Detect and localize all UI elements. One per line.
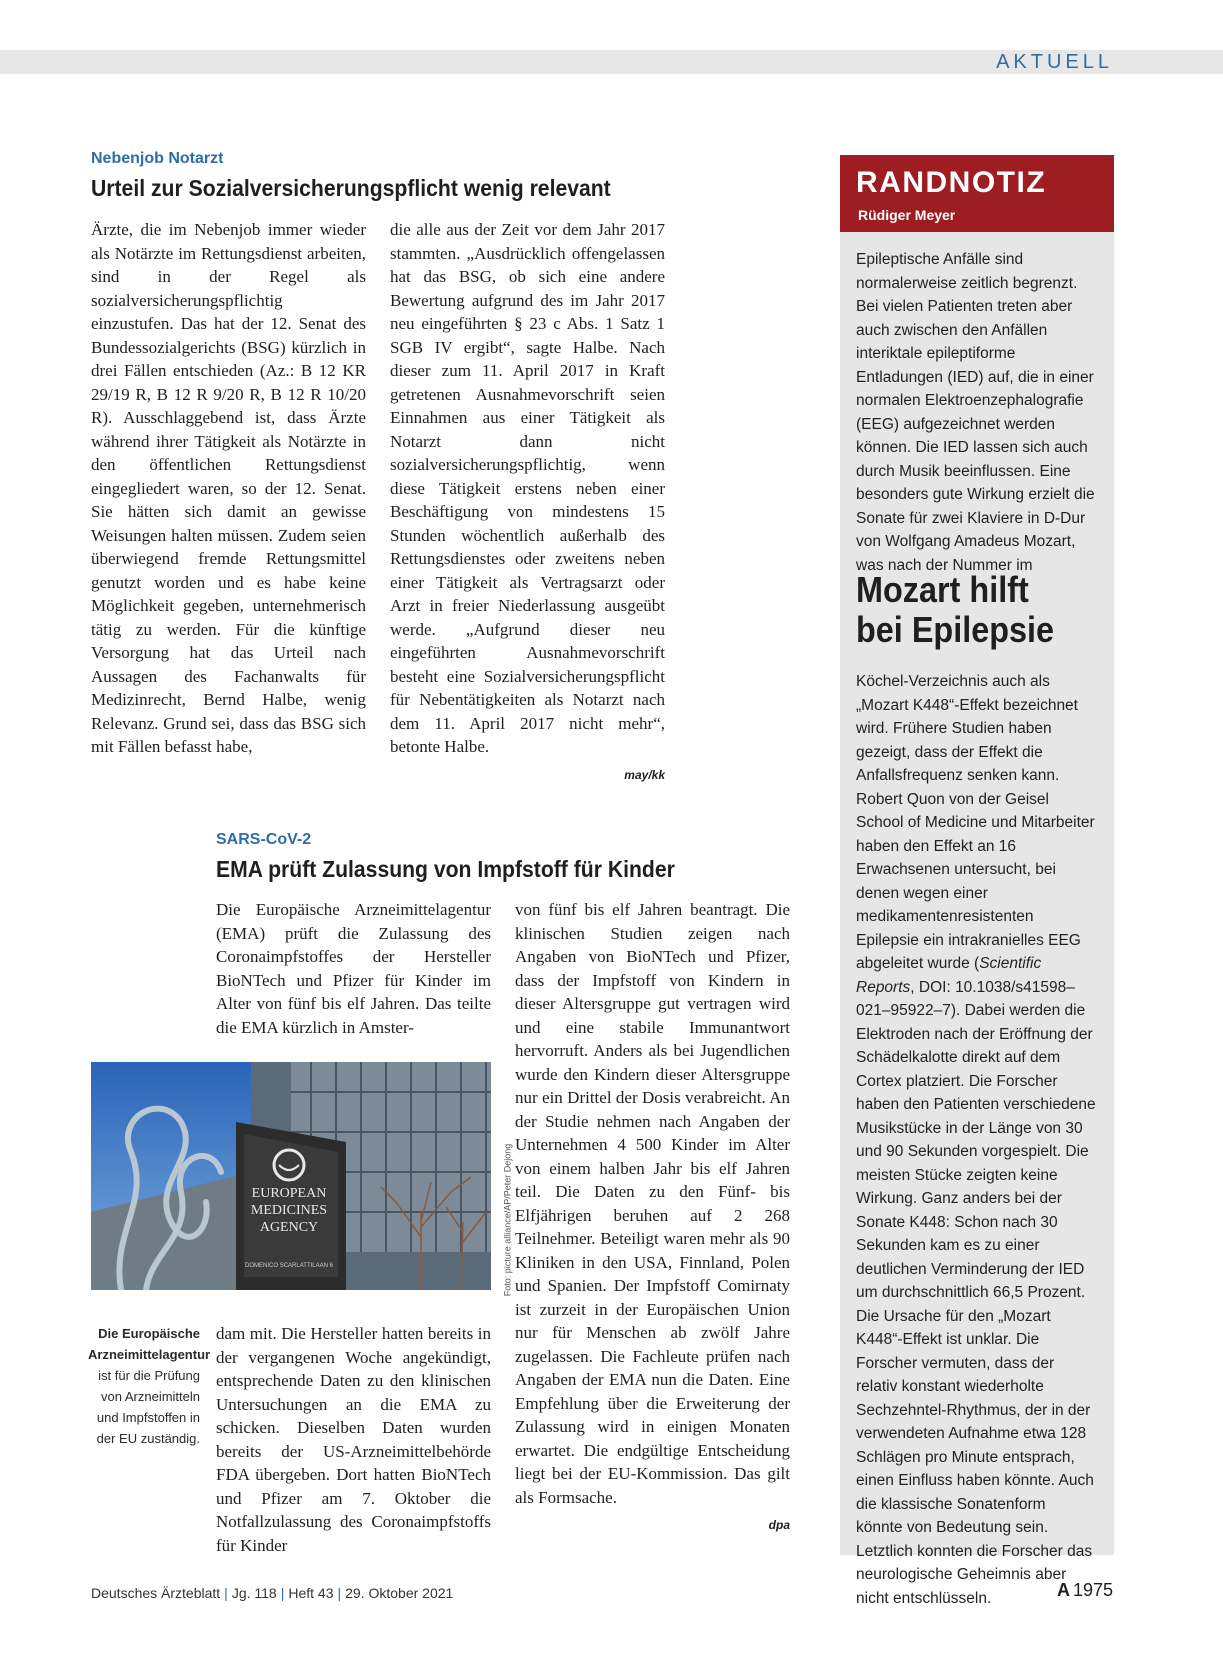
photo-caption-text: ist für die Prüfung von Arzneimitteln und Impfstoffen in der EU zuständig. [96,1368,200,1446]
photo-credit [494,1143,513,1297]
footer-separator: | [337,1585,342,1601]
randnotiz-text-a: Köchel-Verzeichnis auch als „Mozart K448“-Effekt bezeichnet wird. Frühere Studien haben gezeigt, dass der Effekt die Anfallsfrequenz senken kann. Robert Quon von der Geisel School of Medicine und Mitarbeiter haben den Effekt an 16 Erwachsenen untersucht, bei denen wegen einer medikamentenresistenten Epilepsie ein intrakranielles EEG abgeleitet wurde ( [856,673,1095,972]
article2-column-2 [515,898,790,1538]
article1-column-2 [390,218,665,787]
page-prefix: A [1056,1580,1070,1600]
article2-col1-top-text: Die Europäische Arzneimittelagentur (EMA) prüft die Zulassung des Coronaimpfstoffes der Hersteller BioNTech und Pfizer für Kinder im Alter von fünf bis elf Jahren. Das teilte die EMA kürzlich in Amster- [216,900,491,1037]
article2-kicker: SARS-CoV-2 [216,831,312,848]
article1-headline: Urteil zur Sozialversicherungspflicht wenig relevant [91,175,611,201]
footer-journal: Deutsches Ärzteblatt [91,1585,221,1601]
photo-caption-bold: Die Europäische Arzneimittelagentur [88,1326,211,1362]
article1-col1-text: Ärzte, die im Nebenjob immer wieder als Notärzte im Rettungsdienst arbeiten, sind in der Regel als sozialversicherungspflichtig einzustufen. Das hat der 12. Senat des Bundessozialgerichts (BSG) kürzlich in drei Fällen entschieden (Az.: B 12 KR 29/19 R, B 12 R 9/20 R, B 12 R 10/20 R). Ausschlaggebend ist, dass Ärzte während ihrer Tätigkeit als Notärzte in den öffentlichen Rettungsdienst eingegliedert waren, so der 12. Senat. Sie hätten sich damit an gewisse Weisungen halten müssen. Zudem seien überwiegend fremde Rettungsmittel genutzt worden und es habe keine Möglichkeit gegeben, unternehmerisch tätig zu werden. Für die künftige Versorgung hat das Urteil nach Aussagen des Fachanwalts für Medizinrecht, Bernd Halbe, wenig Relevanz. Grund sei, dass das BSG sich mit Fällen befasst habe, [91,220,366,756]
article2-col2-text: von fünf bis elf Jahren beantragt. Die klinischen Studien zeigen nach Angaben von BioNTech und Pfizer, dass der Impfstoff von Kindern in dieser Altersgruppe gut vertragen wird und eine stabile Immunantwort hervorruft. Anders als bei Jugendlichen wurde den Kindern dieser Altersgruppe nur ein Drittel der Dosis verabreicht. An der Studie nehmen nach Angaben der Unternehmen 4 500 Kinder im Alter von einem halben Jahr bis elf Jahren teil. Die Daten zu den Fünf- bis Elfjährigen beruhen auf 2 268 Teilnehmer. Beteiligt waren mehr als 90 Kliniken in den USA, Finnland, Polen und Spanien. Der Impfstoff Comirnaty ist zurzeit in der Europäischen Union nur für Menschen ab zwölf Jahre zugelassen. Die Fachleute prüfen nach Angaben der EMA nun die Daten. Eine Empfehlung über die Erweiterung der Zulassung wird in einigen Monaten erwartet. Die endgültige Entscheidung liegt bei der EU-Kommission. Das gilt als Formsache. [515,900,790,1507]
article2-column-1-top [216,898,491,1039]
article1-column-1 [91,218,366,759]
article2-headline: EMA prüft Zulassung von Impfstoff für Kinder [216,856,675,882]
photo-caption [88,1323,211,1449]
section-label: AKTUELL [996,51,1113,73]
article1-signature: may/kk [624,767,665,782]
randnotiz-big-title-line2: bei Epilepsie [856,609,1055,650]
page-number-value: 1975 [1072,1580,1113,1600]
footer-separator: | [224,1585,228,1601]
footer-separator: | [280,1585,285,1601]
randnotiz-author: Rüdiger Meyer [858,207,956,223]
page-number [1057,1580,1113,1601]
footer-issue: Heft 43 [288,1585,334,1601]
randnotiz-text-b: , DOI: 10.1038/s41598–021–95922–7). Dabei werden die Elektroden nach der Eröffnung der Schädelkalotte direkt auf dem Cortex platziert. Die Forscher haben den Patienten verschiedene Musikstücke in der Länge von 30 und 90 Sekunden vorgespielt. Die meisten Stücke zeigten keine Wirkung. Ganz anders bei der Sonate K448: Schon nach 30 Sekunden kam es zu einer deutlichen Verminderung der IED um durchschnittlich 66,5 Prozent. Die Ursache für den „Mozart K448“-Effekt ist unklar. Die Forscher vermuten, dass der relativ konstant wiederholte Sechzehntel-Rhythmus, der in der verwendeten Aufnahme etwa 128 Schlägen pro Minute entsprach, einen Einfluss haben könnte. Auch die klassische Sonatenform könnte von Bedeutung sein. Letztlich konnten die Forscher das neurologische Geheimnis aber nicht entschlüsseln. [856,978,1096,1607]
article2-column-1-bottom [216,1322,491,1557]
randnotiz-big-title-line1: Mozart hilft [856,569,1029,610]
article1-kicker: Nebenjob Notarzt [91,150,224,167]
article2-signature: dpa [768,1518,790,1532]
article1-col2-text: die alle aus der Zeit vor dem Jahr 2017 stammten. „Ausdrücklich offengelassen hat das BSG, ob sich eine andere Bewertung aufgrund des im Jahr 2017 neu eingeführten § 23 c Abs. 1 Satz 1 SGB IV ergibt“, sagte Halbe. Nach dieser zum 11. April 2017 in Kraft getretenen Ausnahmevorschrift seien Einnahmen aus einer Tätigkeit als Notarzt dann nicht sozialversicherungspflichtig, wenn diese Tätigkeit erstens neben einer Beschäftigung von mindestens 15 Stunden wöchentlich außerhalb des Rettungsdienstes oder zweitens neben einer Tätigkeit als Vertragsarzt oder Arzt in freier Niederlassung ausgeübt werde. „Aufgrund dieser neu eingeführten Ausnahmevorschrift besteht eine Sozialversicherungspflicht für Nebentätigkeiten als Notarzt nach dem 11. April 2017 nicht mehr“, betonte Halbe. [390,220,665,756]
photo-credit-text: Foto: picture alliance/AP/Peter Dejong [502,1143,513,1297]
footer-volume: Jg. 118 [231,1585,277,1601]
randnotiz-big-title [856,570,1054,650]
randnotiz-title: RANDNOTIZ [856,166,1047,199]
sign-address: DOMENICO SCARLATTILAAN 6 [245,1263,333,1269]
footer-citation [91,1585,453,1601]
sign-line-3: AGENCY [259,1220,319,1235]
sign-line-2: MEDICINES [250,1203,328,1218]
randnotiz-text-main [856,670,1096,1610]
ema-building-photo [91,1062,491,1290]
randnotiz-text-top: Epileptische Anfälle sind normalerweise zeitlich begrenzt. Bei vielen Patienten treten aber auch zwischen den Anfällen interiktale epileptiforme Entladungen (IED) auf, die in einer normalen Elektroenzephalografie (EEG) aufgezeichnet werden können. Die IED lassen sich auch durch Musik beeinflussen. Eine besonders gute Wirkung erzielt die Sonate für zwei Klaviere in D-Dur von Wolfgang Amadeus Mozart, was nach der Nummer im [856,251,1095,574]
randnotiz-journal-name: Scientific Reports [856,955,1042,996]
sign-line-1: EUROPEAN [251,1186,327,1201]
article2-col1-bottom-text: dam mit. Die Hersteller hatten bereits in der vergangenen Woche angekündigt, entsprechende Daten zu den klinischen Untersuchungen an die EMA zu schicken. Dieselben Daten wurden bereits der US-Arzneimittelbehörde FDA übergeben. Dort hatten BioNTech und Pfizer am 7. Oktober die Notfallzulassung des Coronaimpfstoffs für Kinder [216,1324,491,1555]
footer-date: 29. Oktober 2021 [345,1585,454,1601]
